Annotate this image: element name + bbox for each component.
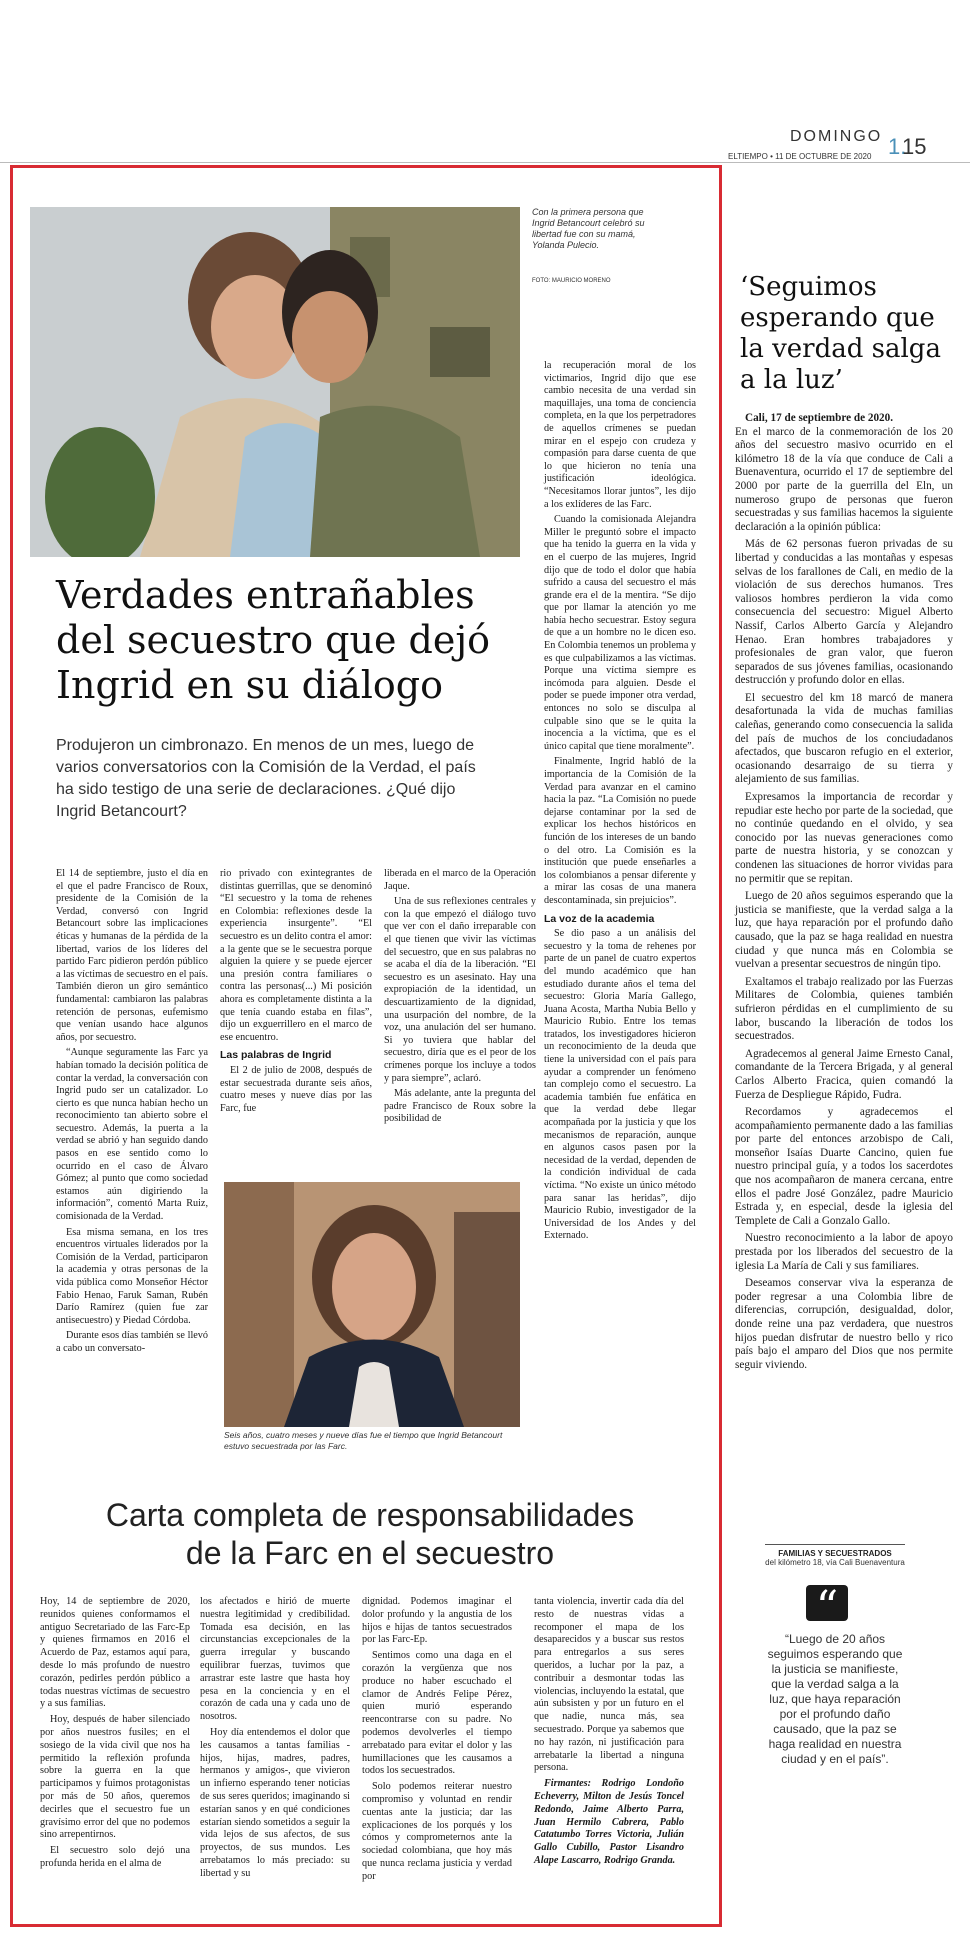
- letter-headline-line-2: de la Farc en el secuestro: [185, 1535, 555, 1571]
- article-column-1: [56, 868, 208, 1359]
- paragraph: liberada en el marco de la Operación Jaque.: [384, 868, 536, 892]
- paragraph: Hoy, 14 de septiembre de 2020, reunidos quienes conformamos el antiguo Secretariado de las Farc-Ep y quienes firmamos en 2016 el Acuerdo de Paz, estamos aquí para, desde lo más profundo de nuestro corazón, pedirles perdón público a todas nuestras víctimas de secuestro y a sus familias.: [40, 1596, 190, 1710]
- letter-column-1: [40, 1596, 190, 1874]
- quote-source: FAMILIAS Y SECUESTRADOS: [778, 1549, 892, 1558]
- paragraph: El 14 de septiembre, justo el día en el que el padre Francisco de Roux, presidente de la Comisión de la Verdad, conversó con Ingrid Betancourt sobre las implicaciones éticas y humanas de la pérdida de la libertad, varios de los líderes del partido Farc pidieron perdón público a las víctimas de secuestro en el país. También dieron un giro semántico fundamental: cambiaron las palabras retención de personas, eufemismo que venían usando hace algunos años, por secuestro.: [56, 868, 208, 1043]
- photo-credit: FOTO: MAURICIO MORENO: [532, 278, 611, 284]
- paragraph: rio privado con exintegrantes de distintas guerrillas, que se denominó “El secuestro y la toma de rehenes en Colombia: reflexiones desde la experiencia insurgente”. “El secuestro es un delito contra el amor: a la gente que se le secuestra porque alguien la quiere y se puede ejercer una presión contra familiares o contra las personas(...) Mi posición ahora es completamente distinta a la que tenía cuando estaba en filas”, dijo un exguerrillero en el marco de ese encuentro.: [220, 868, 372, 1043]
- paragraph: Cuando la comisionada Alejandra Miller le preguntó sobre el impacto que ha tenido la guerra en la vida y en el cuerpo de las mujeres, Ingrid dijo que de todo el dolor que había sufrido a causa del secuestro el más grande era el de la mentira. “Se dijo que por llamar la atención yo me había hecho secuestrar. Estoy segura de que a un hombre no le dicen eso. En Colombia tenemos un problema y es que culpabilizamos a las víctimas. Porque una víctima siempre es incómoda para alguien. Desde el poder se puede imponer otra verdad, entonces no solo se disculpa al culpable sino que se le quita la inocencia a la víctima, que es el único capital que tiene moralmente”.: [544, 514, 696, 752]
- paragraph: Se dio paso a un análisis del secuestro y la toma de rehenes por parte de un panel de cuatro expertos del mundo académico que han estudiado durante años el tema del secuestro: Gloria María Gallego, Juana Acosta, Martha Nubia Bello y Mauricio Rubio. Entre los temas tratados, los investigadores hicieron un reconocimiento de la deuda que tiene la universidad con el país para ayudar a comprender un fenómeno tan complejo como el secuestro. La academia también fue enfática en que la verdad debe llegar acompañada por la justicia y que los mecanismos de reparación, aunque en algunos casos pasen por la necesidad de la verdad, dependen de la condición individual de cada víctima. “No existe un único método para sanar las heridas”, dijo Mauricio Rubio, investigador de la Universidad de los Andes y del Externado.: [544, 928, 696, 1242]
- paragraph: Sentimos como una daga en el corazón la vergüenza que nos produce no haber escuchado el clamor de Andrés Felipe Pérez, quien murió esperando reencontrarse con su padre. No podemos devolverles el tiempo arrebatado para evitar el dolor y las humillaciones que les causamos a todos los secuestrados.: [362, 1650, 512, 1777]
- paragraph: Agradecemos al general Jaime Ernesto Canal, comandante de la Tercera Brigada, y al general Carlos Alberto Fracica, quien comandó la Fuerza de Despliegue Rápido, Fudra.: [735, 1047, 953, 1101]
- article-column-3: [384, 868, 536, 1129]
- paragraph: Más de 62 personas fueron privadas de su libertad y conducidas a las montañas y espesas selvas de los farallones de Cali, en medio de la violación de sus derechos humanos. Tres valiosos hombres perdieron la vida como consecuencia del secuestro: Miguel Alberto Nassif, Carlos Alberto García y Alejandro Henao. Eran hombres trabajadores y profesionales de gran valor, que fueron separados de sus jóvenes familias, ocasionando destrucción y profundo dolor en ellas.: [735, 538, 953, 687]
- paragraph: Hoy, después de haber silenciado por años nuestros fusiles; en el sosiego de la vida civil que nos ha permitido la reflexión profunda sobre la guerra en la que participamos y fuimos protagonistas por más de 50 años, queremos decirles que el secuestro fue un gravísimo error del que no podemos sino arrepentirnos.: [40, 1714, 190, 1841]
- article-column-4: [544, 360, 696, 1246]
- photo-betancourt-video: [224, 1182, 520, 1427]
- paragraph: Una de sus reflexiones centrales y con la que empezó el diálogo tuvo que ver con el daño irreparable con el que tienen que vivir las víctimas del secuestro, que en sus palabras no se acaba el día de la liberación. “El secuestro es un asesinato. Hay una expropiación de la identidad, un descuartizamiento de la dignidad, una usurpación del nombre, de la voz, una anulación del ser humano. Si yo tuviera que hablar del secuestro, diría que es el peor de los crímenes porque los incluye a todos y para siempre”, aclaró.: [384, 896, 536, 1084]
- page-number: 15: [902, 134, 927, 159]
- article-headline: Verdades entrañables del secuestro que dejó Ingrid en su diálogo: [56, 573, 491, 707]
- letter-column-4: [534, 1596, 684, 1871]
- paragraph: Durante esos días también se llevó a cabo un conversato-: [56, 1330, 208, 1354]
- letter-headline-line-1: Carta completa de responsabilidades: [105, 1497, 635, 1533]
- photo-caption: Con la primera persona que Ingrid Betancourt celebró su libertad fue con su mamá, Yolanda Pulecio.: [532, 207, 645, 250]
- section-number: 1.: [888, 134, 907, 159]
- subheading: La voz de la academia: [544, 912, 655, 925]
- paragraph: Más adelante, ante la pregunta del padre Francisco de Roux sobre la posibilidad de: [384, 1088, 536, 1125]
- paragraph: En el marco de la conmemoración de los 20 años del secuestro masivo ocurrido en el kilómetro 18 de la vía que conduce de Cali a Buenaventura, ocurrido el 17 de septiembre del 2000 por parte de la guerrilla del Eln, un numeroso grupo de personas que fueron secuestradas y sus familias hacemos la siguiente declaración a la opinión pública:: [735, 425, 953, 533]
- day-label: DOMINGO: [790, 128, 883, 145]
- paragraph: Luego de 20 años seguimos esperando que la justicia se manifieste, que la verdad salga a la luz, que haya reparación por el profundo daño causado, que la paz se haga realidad en nuestra ciudad y que nunca más en Colombia se vuelvan a presentar secuestros de ningún tipo.: [735, 890, 953, 971]
- paragraph: dignidad. Podemos imaginar el dolor profundo y la angustia de los hijos e hijas de tantos secuestrados por las Farc-Ep.: [362, 1596, 512, 1646]
- paragraph: Recordamos y agradecemos el acompañamiento permanente dado a las familias por parte del entonces arzobispo de Cali, monseñor Isaías Duarte Cancino, quien fue nuestro principal guía, y a todos los sacerdotes que nos acompañaron de manera cercana, entre ellos el padre José González, padre Mauricio Estrada y, en especial, desde la iglesia del Templete de Cali a Gonzalo Gallo.: [735, 1106, 953, 1227]
- paragraph: Hoy día entendemos el dolor que les causamos a tantas familias -hijos, hijas, madres, padres, hermanos y amigos-, que vivieron un infierno esperando tener noticias de sus seres queridos; imaginando si estarían sanos y en qué condiciones estarían siendo sometidos a seguir la vida lejos de sus afectos, de sus proyectos, de sus mundos. Les arrebatamos lo más preciado: su libertad y su: [200, 1726, 350, 1879]
- quote-icon: “: [806, 1585, 848, 1621]
- pull-quote: “Luego de 20 años seguimos esperando que la justicia se manifieste, que la verdad salga a la luz, que haya reparación por el profundo daño causado, que la paz se haga realidad en nuestra ciudad y en el país”.: [767, 1632, 903, 1766]
- sidebar-headline: ‘Seguimos esperando que la verdad salga a la luz’: [740, 272, 941, 395]
- paragraph: Finalmente, Ingrid habló de la importancia de la Comisión de la Verdad para avanzar en el camino hacia la paz. “La Comisión no puede dejarse contaminar por la sed de explicar los hechos históricos en función de los intereses de un bando o del otro. La Comisión es la institución que puede enseñarles a los colombianos a pensar diferente y a mirar las cosas de una manera descontaminada, sin prejuicios”.: [544, 756, 696, 906]
- paragraph: Nuestro reconocimiento a la labor de apoyo prestada por los liberados del secuestro de la iglesia La María de Cali y sus familiares.: [735, 1232, 953, 1272]
- article-column-2: [220, 868, 372, 1118]
- paragraph: Esa misma semana, en los tres encuentros virtuales liderados por la Comisión de la Verdad, participaron la academia y otras personas de la vida pública como Monseñor Héctor Fabio Henao, Faruk Saman, Rubén Darío Ramírez (quien fue zar antisecuestro) y Piedad Córdoba.: [56, 1226, 208, 1326]
- subheading: Las palabras de Ingrid: [220, 1049, 332, 1062]
- photo-betancourt-mother: [30, 207, 520, 557]
- paragraph: Exaltamos el trabajo realizado por las Fuerzas Militares de Colombia, quienes también sufrieron pérdidas en el cumplimiento de su labor, buscando la liberación de todos los secuestrados.: [735, 975, 953, 1043]
- article-lead: Produjeron un cimbronazo. En menos de un mes, luego de varios conversatorios con la Comisión de la Verdad, el país ha sido testigo de una serie de declaraciones. ¿Qué dijo Ingrid Betancourt?: [56, 737, 476, 820]
- sidebar-body: [735, 412, 953, 1376]
- paragraph: la recuperación moral de los victimarios, Ingrid dijo que ese cambio necesita de una verdad sin maquillajes, una toma de conciencia completa, en la que los perpetradores de aquellos crímenes se puedan mirar en el espejo con crudeza y compasión para darse cuenta de que lo que hicieron no tenía una justificación ideológica. “Necesitamos llorar juntos”, les dijo a los exlíderes de las Farc.: [544, 360, 696, 510]
- dateline: Cali, 17 de septiembre de 2020.: [745, 412, 894, 424]
- paragraph: El secuestro solo dejó una profunda herida en el alma de: [40, 1845, 190, 1869]
- issue-date: ELTIEMPO • 11 DE OCTUBRE DE 2020: [728, 152, 872, 161]
- paragraph: los afectados e hirió de muerte nuestra legitimidad y credibilidad. Tomada esa decisión, en las circunstancias excepcionales de la guerra irregular y buscando equilibrar fuerzas, tuvimos que arrastrar este lastre que hasta hoy pesa en la conciencia y en el corazón de cada una y cada uno de nosotros.: [200, 1596, 350, 1723]
- paragraph: El secuestro del km 18 marcó de manera desafortunada la vida de muchas familias caleñas, generando como consecuencia la salida del país de muchos de los conciudadanos afectados, que buscaron refugio en el exterior, ocasionando desarraigo de su tierra y alejamiento de sus familias.: [735, 691, 953, 786]
- quote-divider: [765, 1544, 905, 1545]
- paragraph: Expresamos la importancia de recordar y repudiar este hecho por parte de la sociedad, que no continúe quedando en el olvido, y sea conocido por las nuevas generaciones como parte de nuestra historia, y se conozcan y condenen las situaciones de horror vividas para no permitir que se repitan.: [735, 791, 953, 885]
- paragraph: tanta violencia, invertir cada día del resto de nuestras vidas a recomponer el mapa de los desaparecidos y a buscar sus restos para entregarlos a sus seres queridos, a luchar por la paz, a contribuir a desmontar todas las violencias, incluyendo la estatal, que aún subsisten y por un futuro en el que nadie, nunca más, sea secuestrado. Porque ya sabemos que no hay razón, ni justificación para arrebatarle la libertad a ninguna persona.: [534, 1596, 684, 1774]
- paragraph: “Aunque seguramente las Farc ya habían tomado la decisión política de contar la verdad, la conversación con Ingrid pudo ser un catalizador. Lo cierto es que nunca habían hecho un reconocimiento tan abierto sobre el secuestro. Además, la puerta a la verdad se abrió y han seguido dando pasos en ese sentido como lo ocurrido en el caso de Álvaro Gómez; al punto que como sociedad estamos aún digiriendo la información”, comentó Marta Ruiz, comisionada de la Verdad.: [56, 1047, 208, 1223]
- quote-source-detail: del kilómetro 18, vía Cali Buenaventura: [765, 1558, 905, 1567]
- header-rule: [0, 162, 970, 163]
- letter-column-2: [200, 1596, 350, 1884]
- paragraph: Deseamos conservar viva la esperanza de poder regresar a una Colombia libre de diferencias, corrupción, desigualdad, dolor, donde reine una paz verdadera, que nuestros hijos puedan disfrutar de nuestro bello y rico país bajo el amparo del Dios que nos permite seguir viviendo.: [735, 1277, 953, 1371]
- photo-caption-2: Seis años, cuatro meses y nueve días fue el tiempo que Ingrid Betancourt estuvo secuestrada por las Farc.: [224, 1430, 503, 1451]
- letter-headline: [40, 1496, 700, 1572]
- letter-column-3: [362, 1596, 512, 1887]
- signatories: Firmantes: Rodrigo Londoño Echeverry, Milton de Jesús Toncel Redondo, Jaime Alberto Parra, Juan Hermilo Cabrera, Pablo Catatumbo Torres Victoria, Julián Gallo Cubillo, Pastor Lisandro Alape Lascarro, Rodrigo Granda.: [534, 1778, 684, 1866]
- paragraph: Solo podemos reiterar nuestro compromiso y voluntad en rendir cuentas ante la justicia; dar las explicaciones de los porqués y los cómos y comprometernos ante la sociedad colombiana, que hoy más que nunca reclama justicia y verdad por: [362, 1781, 512, 1882]
- paragraph: El 2 de julio de 2008, después de estar secuestrada durante seis años, cuatro meses y nueve días por las Farc, fue: [220, 1064, 372, 1114]
